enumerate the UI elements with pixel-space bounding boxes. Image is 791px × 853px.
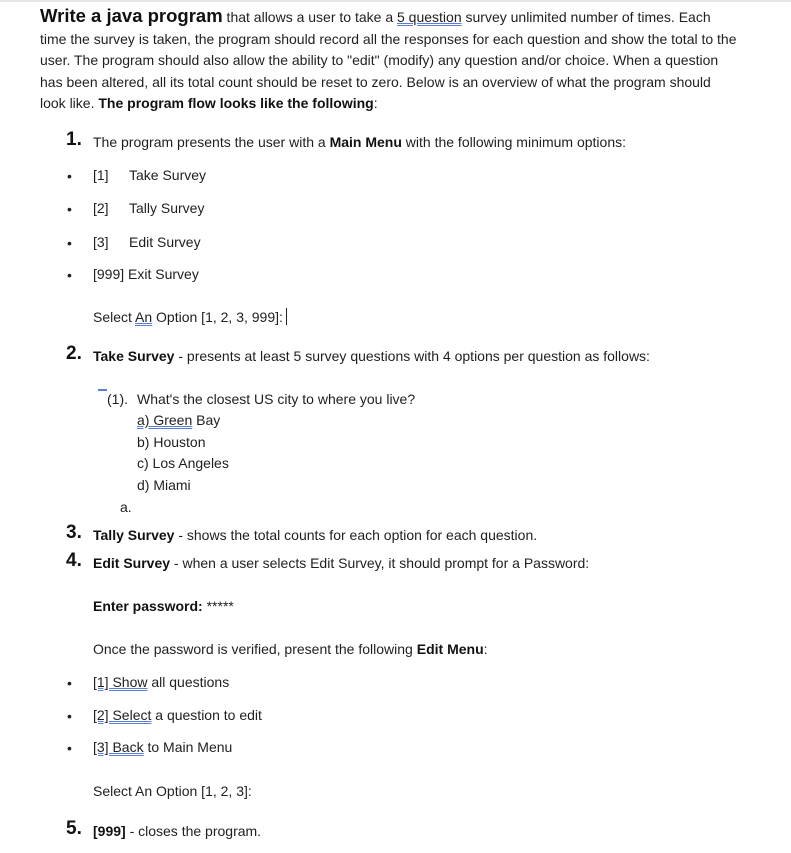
main-menu-option-2 — [93, 198, 204, 220]
edit-option-underlined: [3] Back — [93, 739, 144, 755]
option-code: [2] — [93, 200, 109, 216]
prompt-pre: Select — [93, 309, 136, 325]
bullet-icon: • — [67, 740, 72, 756]
step-5-post: - closes the program. — [125, 823, 262, 839]
text-cursor-icon — [286, 308, 287, 325]
main-menu-option-1 — [93, 165, 206, 187]
step-4-text — [93, 553, 589, 575]
step-3-number: 3. — [66, 522, 82, 543]
page-top-border — [0, 0, 791, 2]
sub-list-marker: a. — [120, 499, 132, 515]
choice-d: d) Miami — [137, 477, 191, 493]
intro-title: Write a java program — [40, 5, 223, 26]
option-label: Edit Survey — [129, 234, 201, 250]
option-label: Tally Survey — [129, 200, 205, 216]
edit-option-underlined: [2] Select — [93, 707, 152, 723]
step-1-post: with the following minimum options: — [401, 134, 627, 150]
edit-option-rest: a question to edit — [151, 707, 262, 723]
intro-text-2: survey unlimited number of times. Each time the survey is taken, the program should record all the responses for each question and show the total to the user. The program should also allow the ability to "edit" (modify) any question and/or choice. When a question has been altered, all its total count should be reset to zero. Below is an overview of what the program should look like. — [40, 9, 737, 111]
step-1-number: 1. — [66, 129, 82, 150]
question-marker — [98, 389, 107, 391]
step-5-text — [93, 821, 261, 843]
step-2-number: 2. — [66, 343, 82, 364]
step-4-bold: Edit Survey — [93, 555, 171, 571]
question-number: (1). — [107, 391, 128, 407]
intro-text-1: that allows a user to take a — [222, 9, 397, 25]
edit-menu-option-2 — [93, 705, 262, 727]
main-menu-prompt — [93, 307, 287, 329]
bullet-icon: • — [67, 235, 72, 251]
choice-a-rest: Bay — [192, 412, 221, 428]
step-4-post: - when a user selects Edit Survey, it should prompt for a Password: — [170, 555, 590, 571]
step-3-text — [93, 525, 537, 547]
password-mask: ***** — [202, 598, 234, 614]
verified-pre: Once the password is verified, present the following — [93, 641, 417, 657]
option-label: Take Survey — [129, 167, 207, 183]
bullet-icon: • — [67, 201, 72, 217]
main-menu-option-999 — [93, 264, 199, 286]
bullet-icon: • — [67, 168, 72, 184]
step-5-bold: [999] — [93, 823, 126, 839]
verified-bold: Edit Menu — [416, 641, 484, 657]
verified-text — [93, 639, 488, 661]
choice-a — [137, 410, 220, 432]
choice-a-underlined: a) Green — [137, 412, 193, 428]
bullet-icon: • — [67, 708, 72, 724]
edit-menu-prompt: Select An Option [1, 2, 3]: — [93, 783, 252, 799]
choice-b: b) Houston — [137, 434, 206, 450]
step-1-pre: The program presents the user with a — [93, 134, 330, 150]
edit-option-rest: all questions — [147, 674, 230, 690]
edit-option-underlined: [1] Show — [93, 674, 148, 690]
step-2-text — [93, 346, 650, 368]
password-prompt — [93, 596, 234, 618]
edit-menu-option-1 — [93, 672, 229, 694]
option-code: [1] — [93, 167, 109, 183]
step-3-post: - shows the total counts for each option for each question. — [174, 527, 538, 543]
intro-colon: : — [373, 95, 378, 111]
bullet-icon: • — [67, 675, 72, 691]
step-3-bold: Tally Survey — [93, 527, 175, 543]
verified-post: : — [483, 641, 488, 657]
step-2-bold: Take Survey — [93, 348, 175, 364]
prompt-post: Option [1, 2, 3, 999]: — [152, 309, 283, 325]
step-5-number: 5. — [66, 818, 82, 839]
choice-c: c) Los Angeles — [137, 455, 229, 471]
option-label: Exit Survey — [128, 266, 199, 282]
step-4-number: 4. — [66, 550, 82, 571]
step-2-post: - presents at least 5 survey questions with 4 options per question as follows: — [174, 348, 650, 364]
edit-option-rest: to Main Menu — [143, 739, 233, 755]
option-code: [3] — [93, 234, 109, 250]
prompt-underlined: An — [135, 309, 153, 325]
option-code: [999] — [93, 266, 125, 282]
intro-paragraph — [40, 5, 740, 115]
intro-bold-end: The program flow looks like the following — [98, 95, 374, 111]
main-menu-option-3 — [93, 232, 201, 254]
step-1-text — [93, 132, 626, 154]
question-text: What's the closest US city to where you live? — [137, 391, 416, 407]
intro-link-5-question: 5 question — [397, 9, 462, 25]
edit-menu-option-3 — [93, 737, 232, 759]
password-label: Enter password: — [93, 598, 203, 614]
bullet-icon: • — [67, 267, 72, 283]
step-1-bold: Main Menu — [329, 134, 402, 150]
